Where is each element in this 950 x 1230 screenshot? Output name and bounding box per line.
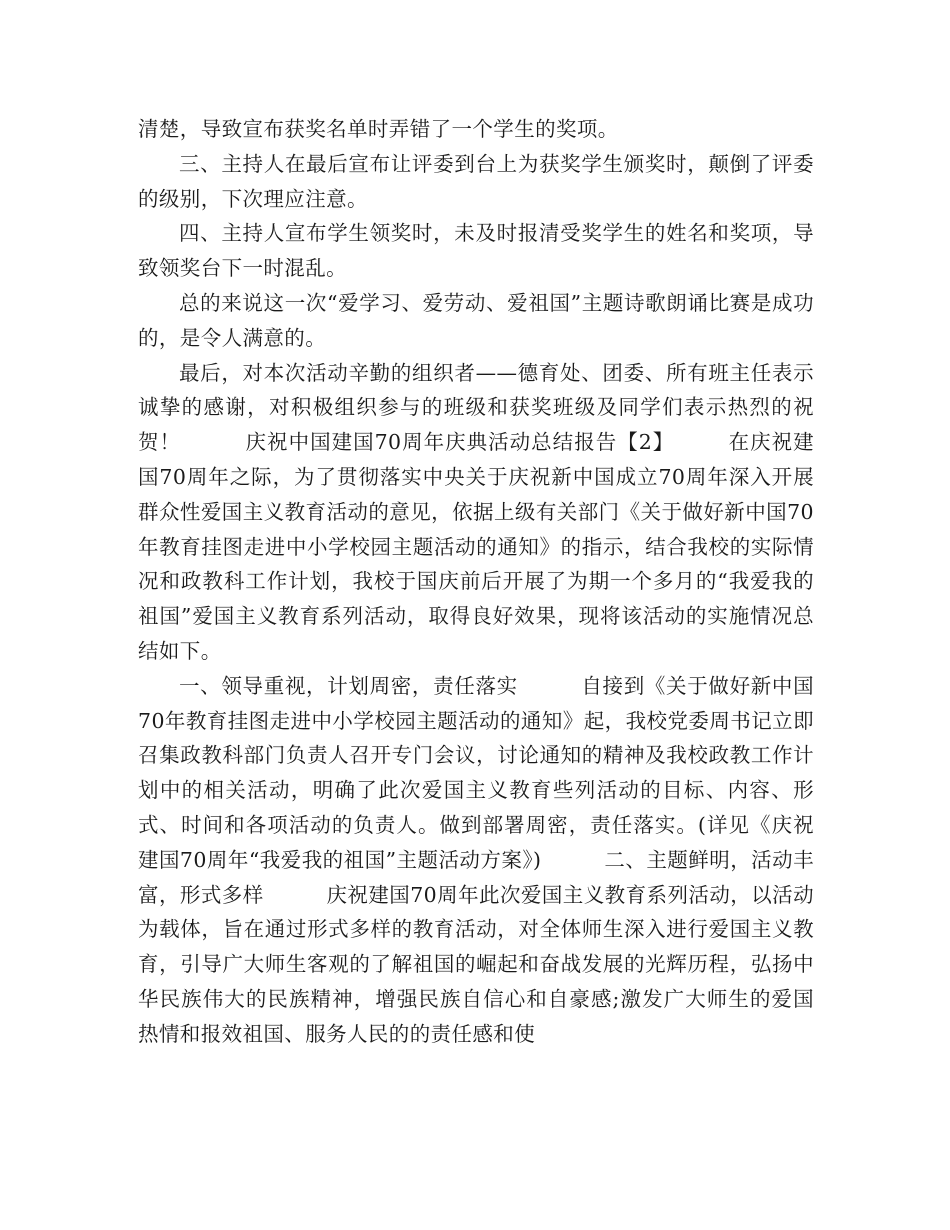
paragraph-summary: 总的来说这一次“爱学习、爱劳动、爱祖国”主题诗歌朗诵比赛是成功的，是令人满意的。 [138,290,814,350]
document-body [138,112,814,1052]
paragraph-point-four: 四、主持人宣布学生领奖时，未及时报清受奖学生的姓名和奖项，导致领奖台下一时混乱。 [138,221,814,281]
paragraph-award-error: 清楚，导致宣布获奖名单时弄错了一个学生的奖项。 [138,117,619,141]
paragraph-thanks-and-report-2: 最后，对本次活动辛勤的组织者——德育处、团委、所有班主任表示诚挚的感谢，对积极组织参与的班级和获奖班级及同学们表示热烈的祝贺！ 庆祝中国建国70周年庆典活动总结报告【2】 在庆祝建国70周年之际，为了贯彻落实中央关于庆祝新中国成立70周年深入开展群众性爱国主义教育活动的意见，依据上级有关部门《关于做好新中国70年教育挂图走进中小学校园主题活动的通知》的指示，结合我校的实际情况和政教科工作计划，我校于国庆前后开展了为期一个多月的“我爱我的祖国”爱国主义教育系列活动，取得良好效果，现将该活动的实施情况总结如下。 [138,360,814,663]
paragraph-leadership-and-themes: 一、领导重视，计划周密，责任落实 自接到《关于做好新中国70年教育挂图走进中小学校园主题活动的通知》起，我校党委周书记立即召集政教科部门负责人召开专门会议，讨论通知的精神及我校政教工作计划中的相关活动，明确了此次爱国主义教育些列活动的目标、内容、形式、时间和各项活动的负责人。做到部署周密，责任落实。(详见《庆祝建国70周年“我爱我的祖国”主题活动方案》) 二、主题鲜明，活动丰富，形式多样 庆祝建国70周年此次爱国主义教育系列活动，以活动为载体，旨在通过形式多样的教育活动，对全体师生深入进行爱国主义教育，引导广大师生客观的了解祖国的崛起和奋战发展的光辉历程，弘扬中华民族伟大的民族精神，增强民族自信心和自豪感;激发广大师生的爱国热情和报效祖国、服务人民的的责任感和使 [138,673,814,1046]
paragraph-point-three: 三、主持人在最后宣布让评委到台上为获奖学生颁奖时，颠倒了评委的级别，下次理应注意。 [138,151,814,211]
